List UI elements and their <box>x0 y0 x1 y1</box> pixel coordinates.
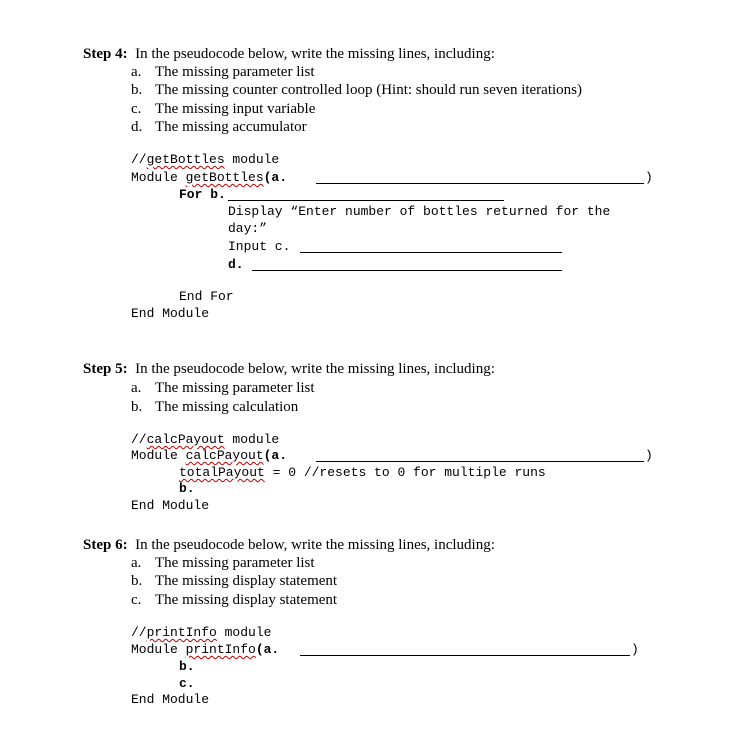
step4-input-blank[interactable] <box>300 252 562 253</box>
step6-end-module: End Module <box>131 692 210 707</box>
step4-loop-blank[interactable] <box>228 200 504 201</box>
step6-module-close: ) <box>631 642 639 657</box>
step4-end-module: End Module <box>131 306 210 321</box>
step4-label: Step 4: <box>83 46 128 62</box>
step4-module-close: ) <box>645 170 653 185</box>
step4-intro: In the pseudocode below, write the missing lines, including: <box>135 46 495 62</box>
step6-b-line: b. <box>179 659 195 674</box>
step6-param-blank[interactable] <box>300 655 630 656</box>
step4-module-line: Module getBottles(a. <box>131 170 288 185</box>
step6-list: a. The missing parameter list b. The missing display statement c. The missing display statement <box>131 555 338 608</box>
step4-display-line2: day:” <box>228 221 268 236</box>
step6-comment: //printInfo module <box>131 625 272 640</box>
step5-heading <box>83 360 495 378</box>
step4-heading <box>83 45 495 63</box>
step6-c-line: c. <box>179 676 195 691</box>
step5-intro: In the pseudocode below, write the missing lines, including: <box>135 361 495 377</box>
step4-accumulator-blank[interactable] <box>252 270 562 271</box>
step5-label: Step 5: <box>83 361 128 377</box>
step6-label: Step 6: <box>83 537 128 553</box>
step5-b-line: b. <box>179 481 195 496</box>
step4-list: a. The missing parameter list b. The missing counter controlled loop (Hint: should run seven iterations) c. The missing input variable d. The missing accumulator <box>131 64 583 135</box>
step5-module-line: Module calcPayout(a. <box>131 448 288 463</box>
step4-d-line: d. <box>228 257 244 272</box>
step6-module-line: Module printInfo(a. <box>131 642 280 657</box>
step5-module-close: ) <box>645 448 653 463</box>
step5-end-module: End Module <box>131 498 210 513</box>
step4-display-line1: Display “Enter number of bottles returned for the <box>228 204 611 219</box>
step5-list: a. The missing parameter list b. The missing calculation <box>131 380 315 415</box>
step4-for-line: For b. <box>179 187 226 202</box>
step4-input-line: Input c. <box>228 239 291 254</box>
step5-total-line: totalPayout = 0 //resets to 0 for multiple runs <box>179 465 546 480</box>
step5-comment: //calcPayout module <box>131 432 280 447</box>
step5-param-blank[interactable] <box>316 461 644 462</box>
step4-comment: //getBottles module <box>131 152 280 167</box>
step4-end-for: End For <box>179 289 234 304</box>
step4-param-blank[interactable] <box>316 183 644 184</box>
step6-heading <box>83 536 495 554</box>
step6-intro: In the pseudocode below, write the missing lines, including: <box>135 537 495 553</box>
